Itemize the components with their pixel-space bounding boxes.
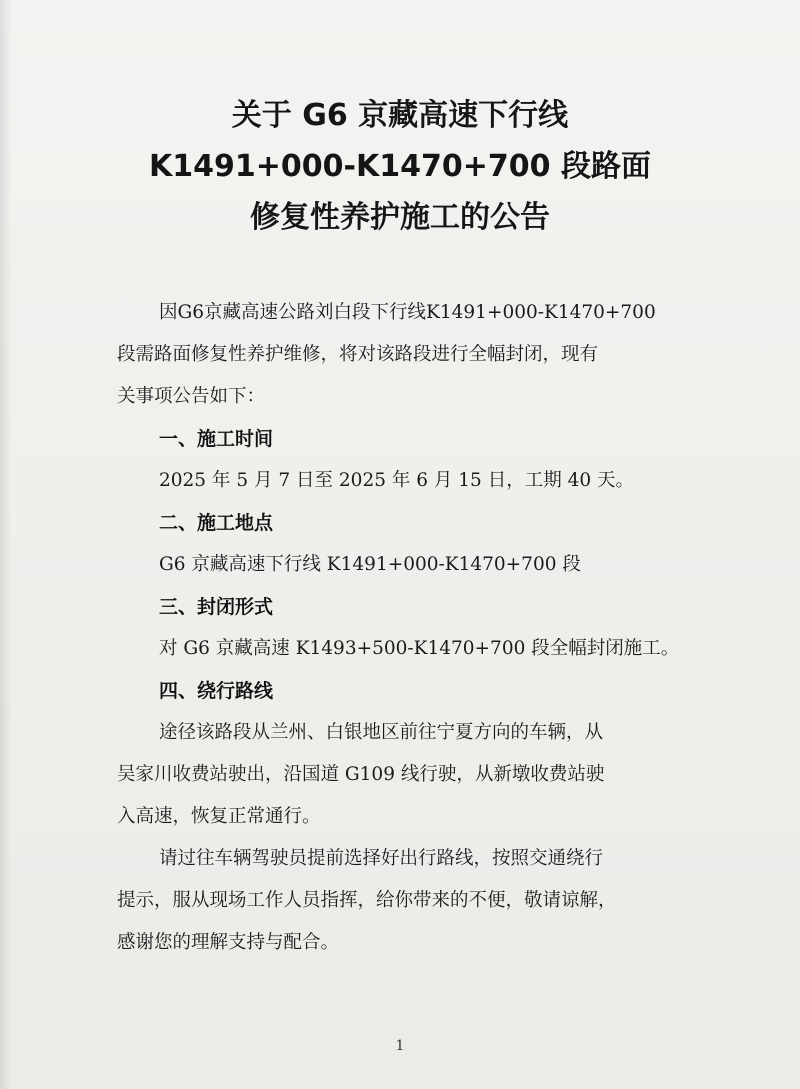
title-line-1: 关于 G6 京藏高速下行线 xyxy=(231,98,569,133)
closing-line-2: 提示，服从现场工作人员指挥，给你带来的不便，敬请谅解， xyxy=(117,890,617,911)
section-heading-detour: 四、绕行路线 xyxy=(159,680,274,702)
intro-line-2: 段需路面修复性养护维修，将对该路段进行全幅封闭，现有 xyxy=(117,344,599,365)
page-number: 1 xyxy=(395,1038,405,1054)
closing-line-1: 请过往车辆驾驶员提前选择好出行路线，按照交通绕行 xyxy=(159,848,604,869)
section-time-text: 2025 年 5 月 7 日至 2025 年 6 月 15 日，工期 40 天。 xyxy=(159,470,635,491)
section-heading-location: 二、施工地点 xyxy=(159,512,274,534)
section-heading-time: 一、施工时间 xyxy=(159,428,274,450)
section-detour-line-2: 吴家川收费站驶出，沿国道 G109 线行驶，从新墩收费站驶 xyxy=(117,764,605,785)
section-heading-closure: 三、封闭形式 xyxy=(159,596,274,618)
section-detour-line-3: 入高速，恢复正常通行。 xyxy=(117,806,321,827)
section-location-text: G6 京藏高速下行线 K1491+000-K1470+700 段 xyxy=(159,554,581,575)
closing-line-3: 感谢您的理解支持与配合。 xyxy=(117,932,340,953)
title-line-2: K1491+000-K1470+700 段路面 xyxy=(149,149,651,184)
section-detour-line-1: 途径该路段从兰州、白银地区前往宁夏方向的车辆，从 xyxy=(159,722,604,743)
title-line-3: 修复性养护施工的公告 xyxy=(250,200,550,235)
intro-line-3: 关事项公告如下： xyxy=(117,386,266,407)
intro-line-1: 因G6京藏高速公路刘白段下行线K1491+000-K1470+700 xyxy=(159,302,656,323)
document-body xyxy=(117,292,702,964)
section-closure-text: 对 G6 京藏高速 K1493+500-K1470+700 段全幅封闭施工。 xyxy=(159,638,680,659)
